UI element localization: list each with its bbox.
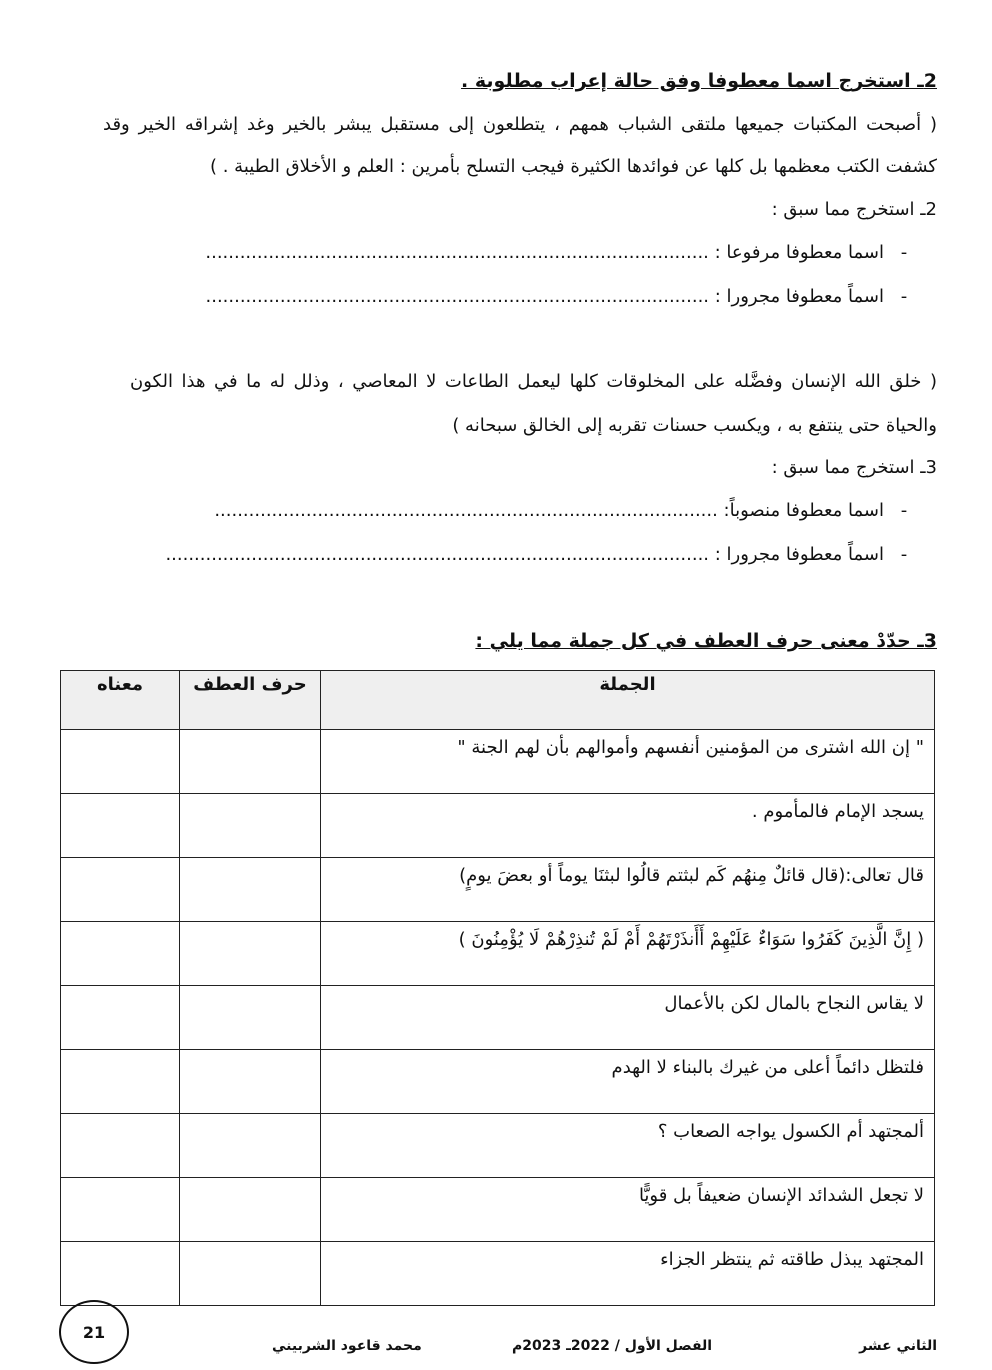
conjunction-answer-cell[interactable] xyxy=(180,922,321,986)
page-number: 21 xyxy=(59,1300,129,1364)
bullet-text: اسماً معطوفا مجرورا : ............................................................................................... xyxy=(165,544,884,565)
conjunction-table xyxy=(60,670,935,1306)
sentence-cell: قال تعالى:(قال قائلٌ مِنهُم كَم لبثتم قالُوا لبثنَا يوماً أو بعضَ يومٍ) xyxy=(321,858,935,922)
conjunction-answer-cell[interactable] xyxy=(180,986,321,1050)
section-a-passage-line-2: كشفت الكتب معظمها بل كلها عن فوائدها الكثيرة فيجب التسلح بأمرين : العلم و الأخلاق الطيبة . ) xyxy=(209,156,937,177)
sentence-cell: يسجد الإمام فالمأموم . xyxy=(321,794,935,858)
section-c-heading: 3ـ حدّدْ معنى حرف العطف في كل جملة مما يلي : xyxy=(475,630,937,652)
footer-author: محمد قاعود الشربيني xyxy=(272,1338,422,1354)
meaning-answer-cell[interactable] xyxy=(61,1178,180,1242)
conjunction-answer-cell[interactable] xyxy=(180,1178,321,1242)
table-row xyxy=(61,730,935,794)
meaning-answer-cell[interactable] xyxy=(61,1114,180,1178)
footer-term: الفصل الأول / 2022ـ 2023م xyxy=(512,1338,713,1354)
table-row xyxy=(61,1242,935,1306)
bullet-text: اسما معطوفا منصوباً: ........................................................................................ xyxy=(214,500,884,521)
section-a-prompt: 2ـ استخرج مما سبق : xyxy=(771,199,937,220)
sentence-cell: ( إِنَّ الَّذِينَ كَفَرُوا سَوَاءٌ عَلَيْهِمْ أَأَنذَرْتَهُمْ أَمْ لَمْ تُنذِرْهُمْ لَا يُؤْمِنُونَ ) xyxy=(321,922,935,986)
meaning-answer-cell[interactable] xyxy=(61,730,180,794)
header-meaning: معناه xyxy=(61,671,180,730)
conjunction-answer-cell[interactable] xyxy=(180,1050,321,1114)
bullet-dash: - xyxy=(900,286,908,307)
footer-grade: الثاني عشر xyxy=(859,1338,937,1354)
table-header-row xyxy=(61,671,935,730)
meaning-answer-cell[interactable] xyxy=(61,1050,180,1114)
meaning-answer-cell[interactable] xyxy=(61,858,180,922)
section-a-heading: 2ـ استخرج اسما معطوفا وفق حالة إعراب مطلوبة . xyxy=(461,70,937,92)
meaning-answer-cell[interactable] xyxy=(61,986,180,1050)
sentence-cell: ألمجتهد أم الكسول يواجه الصعاب ؟ xyxy=(321,1114,935,1178)
section-a-passage-line-1: ( أصبحت المكتبات جميعها ملتقى الشباب همهم ، يتطلعون إلى مستقبل يبشر بالخير وغد إشراقه الخير وقد xyxy=(103,114,937,135)
bullet-dash: - xyxy=(900,242,908,263)
bullet-dash: - xyxy=(900,544,908,565)
conjunction-answer-cell[interactable] xyxy=(180,730,321,794)
meaning-answer-cell[interactable] xyxy=(61,1242,180,1306)
conjunction-answer-cell[interactable] xyxy=(180,858,321,922)
conjunction-answer-cell[interactable] xyxy=(180,794,321,858)
meaning-answer-cell[interactable] xyxy=(61,794,180,858)
conjunction-answer-cell[interactable] xyxy=(180,1242,321,1306)
meaning-answer-cell[interactable] xyxy=(61,922,180,986)
section-b-bullet-1 xyxy=(214,498,914,524)
sentence-cell: المجتهد يبذل طاقته ثم ينتظر الجزاء xyxy=(321,1242,935,1306)
sentence-cell: لا يقاس النجاح بالمال لكن بالأعمال xyxy=(321,986,935,1050)
header-sentence: الجملة xyxy=(321,671,935,730)
table-row xyxy=(61,1178,935,1242)
section-b-bullet-2 xyxy=(165,542,914,568)
table-row xyxy=(61,1050,935,1114)
bullet-dash: - xyxy=(900,500,908,521)
section-a-bullet-1 xyxy=(205,240,914,266)
section-b-passage-line-1: ( خلق الله الإنسان وفضَّله على المخلوقات كلها ليعمل الطاعات لا المعاصي ، وذلل له ما في هذا الكون xyxy=(130,371,937,392)
sentence-cell: فلتظل دائماً أعلى من غيرك بالبناء لا الهدم xyxy=(321,1050,935,1114)
table-row xyxy=(61,922,935,986)
sentence-cell: " إن الله اشترى من المؤمنين أنفسهم وأموالهم بأن لهم الجنة " xyxy=(321,730,935,794)
header-conjunction: حرف العطف xyxy=(180,671,321,730)
table-row xyxy=(61,1114,935,1178)
table-row xyxy=(61,986,935,1050)
bullet-text: اسماً معطوفا مجرورا : ........................................................................................ xyxy=(205,286,884,307)
sentence-cell: لا تجعل الشدائد الإنسان ضعيفاً بل قويًّا xyxy=(321,1178,935,1242)
table-row xyxy=(61,858,935,922)
table-row xyxy=(61,794,935,858)
section-a-bullet-2 xyxy=(206,284,915,310)
section-b-passage-line-2: والحياة حتى ينتفع به ، ويكسب حسنات تقربه إلى الخالق سبحانه ) xyxy=(452,415,937,436)
section-b-prompt: 3ـ استخرج مما سبق : xyxy=(771,457,937,478)
conjunction-answer-cell[interactable] xyxy=(180,1114,321,1178)
bullet-text: اسما معطوفا مرفوعا : ........................................................................................ xyxy=(205,242,884,263)
